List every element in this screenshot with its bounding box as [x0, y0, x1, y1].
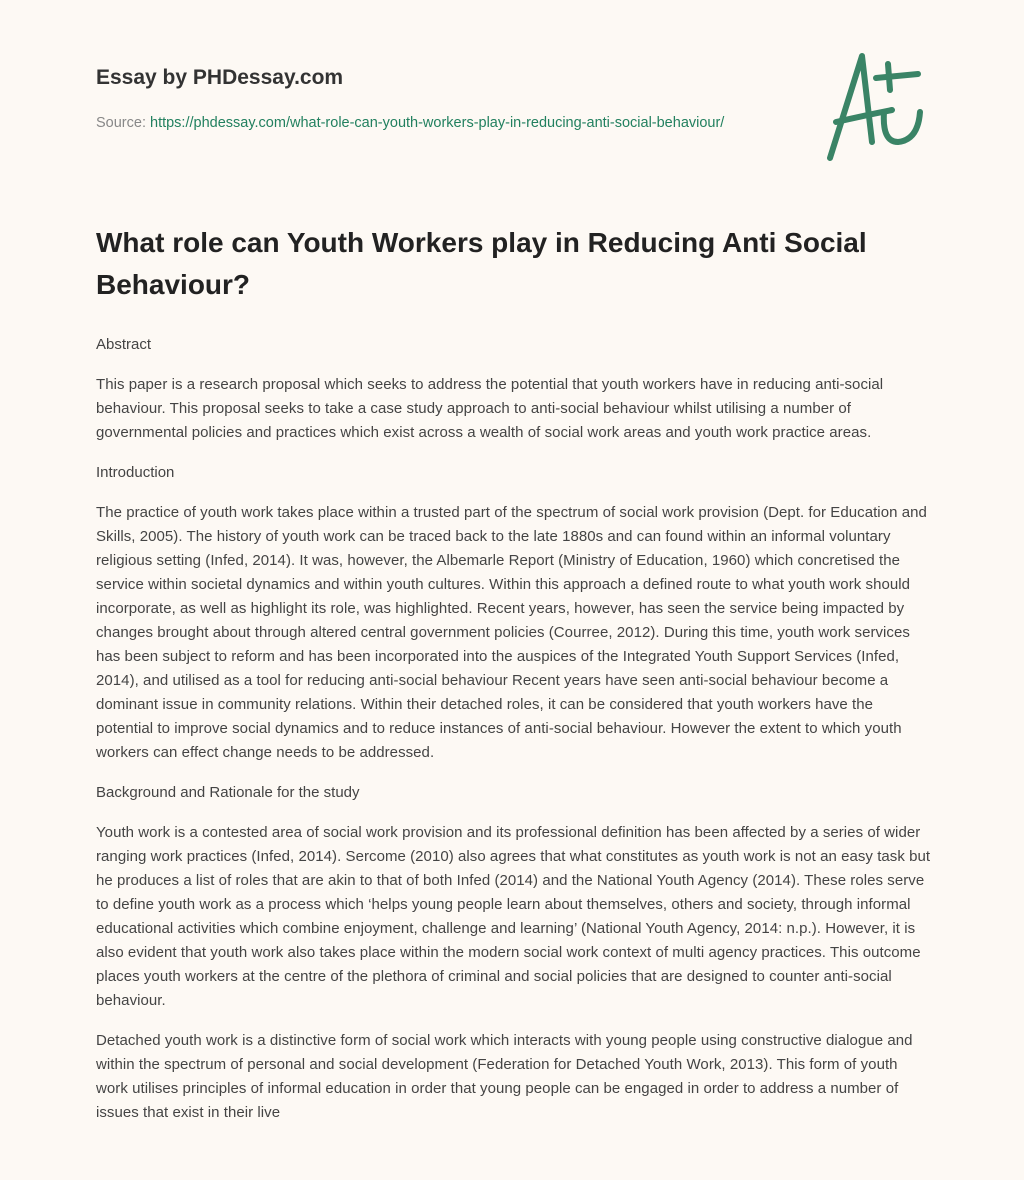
paragraph: This paper is a research proposal which seeks to address the potential that youth workers have in reducing anti-social behaviour. This proposal seeks to take a case study approach to anti-social behaviour whilst utilising a number of governmental policies and practices which exist across a wealth of social work areas and youth work practice areas. [96, 376, 884, 441]
source-link[interactable]: https://phdessay.com/what-role-can-youth-workers-play-in-reducing-anti-social-behaviour/ [150, 115, 725, 131]
paragraph: Detached youth work is a distinctive form of social work which interacts with young people using constructive dialogue and within the spectrum of personal and social development (Federation for Detached Youth Work, 2013). This form of youth work utilises principles of informal education in order that young people can be engaged in order to address a number of issues that exist in their live [96, 1032, 913, 1121]
paragraph: Youth work is a contested area of social work provision and its professional definition has been affected by a series of wider ranging work practices (Infed, 2014). Sercome (2010) also agrees that what constitutes as youth work is not an easy task but he produces a list of roles that are akin to that of both Infed (2014) and the National Youth Agency (2014). These roles serve to define youth work as a process which ‘helps young people learn about themselves, others and society, through informal educational activities which combine enjoyment, challenge and learning’ (National Youth Agency, 2014: n.p.). However, it is also evident that youth work also takes place within the modern social work context of multi agency practices. This outcome places youth workers at the centre of the plethora of criminal and social policies that are designed to counter anti-social behaviour. [96, 824, 931, 1009]
a-plus-logo-icon [822, 42, 930, 164]
essay-body [96, 222, 932, 1141]
section-heading-introduction: Introduction [96, 464, 175, 481]
section-heading-abstract: Abstract [96, 336, 152, 353]
paragraph: The practice of youth work takes place within a trusted part of the spectrum of social work provision (Dept. for Education and Skills, 2005). The history of youth work can be traced back to the late 1880s and can found within an informal voluntary religious setting (Infed, 2014). It was, however, the Albemarle Report (Ministry of Education, 1960) which concretised the service within societal dynamics and within youth cultures. Within this approach a defined route to what youth work should incorporate, as well as highlight its role, was highlighted. Recent years, however, has seen the service being impacted by changes brought about through altered central government policies (Courree, 2012). During this time, youth work services has been subject to reform and has been incorporated into the auspices of the Integrated Youth Support Services (Infed, 2014), and utilised as a tool for reducing anti-social behaviour Recent years have seen anti-social behaviour become a dominant issue in community relations. Within their detached roles, it can be considered that youth workers have the potential to improve social dynamics and to reduce instances of anti-social behaviour. However the extent to which youth workers can effect change needs to be addressed. [96, 504, 927, 761]
site-title: Essay by PHDessay.com [96, 66, 344, 89]
essay-header [96, 64, 796, 135]
essay-title: What role can Youth Workers play in Reducing Anti Social Behaviour? [96, 227, 867, 300]
section-heading-background: Background and Rationale for the study [96, 784, 360, 801]
source-label: Source: [96, 115, 150, 131]
source-line [96, 112, 796, 135]
